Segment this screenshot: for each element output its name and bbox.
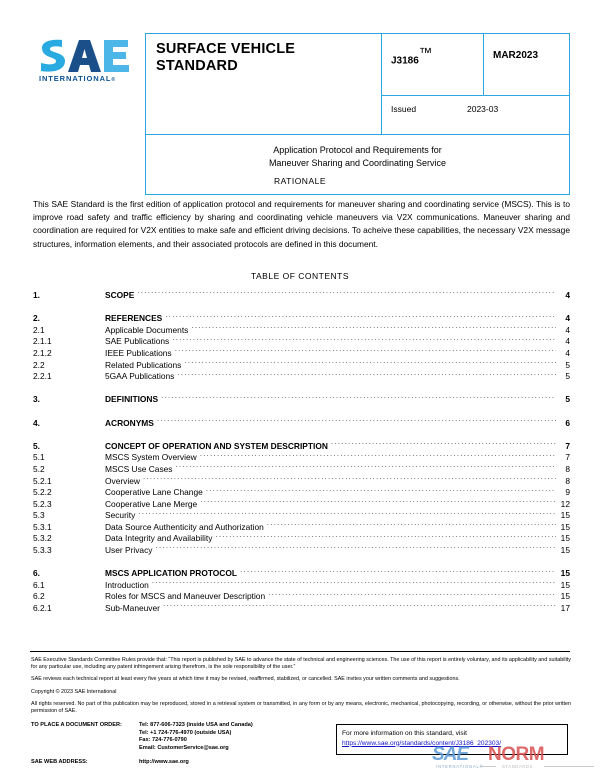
toc-entry-title: Introduction	[105, 579, 149, 590]
toc-entry[interactable]	[33, 497, 570, 509]
toc-entry-title: Roles for MSCS and Maneuver Description	[105, 591, 266, 602]
toc-entry[interactable]	[33, 439, 570, 451]
toc-leader-dots	[165, 311, 556, 321]
order-row	[31, 730, 351, 738]
date-code-cell	[484, 34, 570, 96]
toc-entry-number: 6.2.1	[33, 603, 52, 614]
toc-entry-page: 4	[565, 290, 570, 300]
order-row	[31, 737, 351, 745]
toc-entry-page: 9	[565, 487, 570, 498]
toc-leader-dots	[163, 601, 556, 611]
toc-entry-page: 15	[560, 521, 570, 532]
issued-value: 2023-03	[467, 104, 499, 114]
standard-url-link[interactable]: https://www.sae.org/standards/content/J3186_202303/	[342, 739, 502, 747]
sae-logo-block	[30, 33, 145, 83]
watermark-subtext-left: INTERNATIONAL®	[436, 764, 484, 769]
toc-entry-number: 2.2.1	[33, 371, 52, 382]
toc-entry-number: 3.	[33, 394, 40, 405]
document-number-cell	[382, 34, 484, 96]
toc-entry[interactable]	[33, 450, 570, 462]
toc-entry[interactable]	[33, 311, 570, 323]
toc-entry-title: Sub-Maneuver	[105, 603, 160, 614]
trademark-mark: ™	[418, 45, 433, 60]
watermark-norm-text: NORM	[488, 744, 545, 765]
toc-entry-page: 15	[560, 579, 570, 590]
toc-entry-number: 6.	[33, 568, 40, 579]
toc-leader-dots	[137, 288, 556, 298]
toc-entry-page: 6	[565, 417, 570, 428]
toc-entry-number: 6.1	[33, 579, 45, 590]
toc-leader-dots	[155, 543, 556, 553]
order-tel-intl: Tel: +1 724-776-4970 (outside USA)	[139, 729, 232, 736]
watermark-rule-right	[544, 766, 594, 767]
document-number: J3186	[391, 55, 419, 67]
issued-cell	[382, 96, 570, 135]
footer-paragraph-3: All rights reserved. No part of this publication may be reproduced, stored in a retrieval system or transmitted, in any form or by any means, electronic, mechanical, photocopying, recording, or otherwise, without the prior written permission of SAE.	[31, 700, 571, 715]
watermark-subtext-right: STANDARDS	[502, 764, 533, 769]
issued-label: Issued	[391, 104, 417, 114]
header-table-row-title	[146, 34, 570, 96]
toc-entry-page: 4	[565, 336, 570, 347]
toc-leader-dots	[268, 589, 556, 599]
order-contact-block	[31, 722, 351, 766]
toc-entry-title: Data Source Authenticity and Authorization	[105, 521, 264, 532]
toc-entry-title: Cooperative Lane Merge	[105, 498, 198, 509]
toc-entry-page: 15	[560, 545, 570, 556]
standard-type-line2: STANDARD	[156, 58, 238, 74]
order-email[interactable]: Email: CustomerService@sae.org	[139, 744, 229, 751]
toc-entry-number: 5.3	[33, 510, 45, 521]
order-tel-usa: Tel: 877-606-7323 (inside USA and Canada)	[139, 722, 253, 728]
order-row	[31, 722, 351, 730]
toc-entry[interactable]	[33, 578, 570, 590]
toc-entry-title: Applicable Documents	[105, 324, 189, 335]
footer-copyright: Copyright © 2023 SAE International	[31, 688, 117, 695]
toc-entry-page: 12	[560, 498, 570, 509]
toc-entry-page: 17	[560, 603, 570, 614]
toc-entry-title: REFERENCES	[105, 313, 163, 324]
toc-entry-number: 2.1.1	[33, 336, 52, 347]
toc-entry[interactable]	[33, 485, 570, 497]
toc-entry-title: MSCS System Overview	[105, 452, 197, 463]
toc-leader-dots	[215, 531, 556, 541]
toc-entry[interactable]	[33, 346, 570, 358]
toc-leader-dots	[267, 520, 556, 530]
toc-entry-number: 5.2.1	[33, 475, 52, 486]
toc-entry-title: MSCS Use Cases	[105, 463, 173, 474]
toc-entry[interactable]	[33, 508, 570, 520]
toc-entry[interactable]	[33, 392, 570, 404]
footer-divider	[30, 651, 570, 652]
sae-logo-icon	[38, 39, 130, 73]
toc-entry-title: DEFINITIONS	[105, 394, 159, 405]
toc-entry-page: 4	[565, 313, 570, 324]
toc-entry-number: 2.2	[33, 359, 45, 370]
toc-entry-title: Security	[105, 510, 136, 521]
toc-entry-title: SAE Publications	[105, 336, 170, 347]
toc-entry-page: 8	[565, 463, 570, 474]
toc-leader-dots	[175, 346, 556, 356]
toc-entry-number: 5.2	[33, 463, 45, 474]
toc-leader-dots	[143, 474, 556, 484]
footer-paragraph-2: SAE reviews each technical report at least every five years at which time it may be revised, reaffirmed, stabilized, or cancelled. SAE invites your written comments and suggestions.	[31, 676, 460, 683]
toc-entry-page: 15	[560, 510, 570, 521]
toc-leader-dots	[184, 358, 556, 368]
toc-entry-page: 15	[560, 568, 570, 579]
toc-entry-title: 5GAA Publications	[105, 371, 175, 382]
toc-entry-page: 7	[565, 440, 570, 451]
toc-entry-page: 5	[565, 394, 570, 405]
toc-entry-page: 4	[565, 324, 570, 335]
toc-leader-dots	[175, 462, 556, 472]
footer-paragraph-1: SAE Executive Standards Committee Rules provide that: “This report is published by SAE to advance the state of technical and engineering sciences. The use of this report is entirely voluntary, and its applicability and suitability for any particular use, including any patent infringement arising therefrom, is the sole responsibility of the user.”	[31, 657, 571, 671]
toc-entry[interactable]	[33, 589, 570, 601]
toc-entry-number: 5.2.2	[33, 487, 52, 498]
toc-entry[interactable]	[33, 334, 570, 346]
toc-leader-dots	[177, 369, 556, 379]
toc-entry-number: 5.3.1	[33, 521, 52, 532]
order-spacer	[31, 745, 139, 753]
registered-mark: ®	[111, 77, 116, 83]
order-spacer	[31, 737, 139, 745]
toc-entry-number: 2.	[33, 313, 40, 324]
toc-leader-dots	[157, 416, 556, 426]
toc-entry-number: 5.3.3	[33, 545, 52, 556]
toc-entry-number: 5.1	[33, 452, 45, 463]
toc-leader-dots	[191, 323, 556, 333]
toc-leader-dots	[161, 392, 556, 402]
toc-entry[interactable]	[33, 543, 570, 555]
header-table	[145, 33, 570, 195]
toc-entry-page: 5	[565, 371, 570, 382]
toc-entry-number: 5.2.3	[33, 498, 52, 509]
toc-entry[interactable]	[33, 369, 570, 381]
footer-legal-text	[31, 657, 571, 720]
order-spacer	[31, 730, 139, 738]
toc-entry[interactable]	[33, 288, 570, 300]
toc-leader-dots	[331, 439, 556, 449]
toc-entry-title: Data Integrity and Availability	[105, 533, 213, 544]
toc-entry-title: Overview	[105, 475, 140, 486]
toc-entry-title: Related Publications	[105, 359, 182, 370]
web-address-value[interactable]: http://www.sae.org	[139, 758, 189, 765]
toc-entry[interactable]	[33, 416, 570, 428]
standard-type-line1: SURFACE VEHICLE	[156, 41, 296, 57]
toc-entry-title: Cooperative Lane Change	[105, 487, 203, 498]
toc-entry-number: 2.1	[33, 324, 45, 335]
document-header	[30, 33, 570, 195]
toc-entry-number: 1.	[33, 290, 40, 300]
toc-leader-dots	[206, 485, 556, 495]
toc-leader-dots	[240, 566, 556, 576]
toc-leader-dots	[200, 450, 556, 460]
subtitle-line1: Application Protocol and Requirements for	[273, 145, 442, 155]
table-of-contents	[33, 288, 570, 613]
toc-entry[interactable]	[33, 462, 570, 474]
toc-entry-title: CONCEPT OF OPERATION AND SYSTEM DESCRIPTION	[105, 440, 328, 451]
toc-entry-number: 2.1.2	[33, 347, 52, 358]
toc-entry-title: User Privacy	[105, 545, 153, 556]
web-address-row	[31, 759, 351, 767]
toc-entry[interactable]	[33, 474, 570, 486]
toc-entry-title: SCOPE	[105, 290, 135, 300]
toc-entry[interactable]	[33, 566, 570, 578]
toc-entry[interactable]	[33, 520, 570, 532]
watermark-rule-left	[480, 766, 496, 767]
toc-entry-number: 6.2	[33, 591, 45, 602]
toc-leader-dots	[200, 497, 556, 507]
more-information-text: For more information on this standard, visit	[342, 730, 467, 737]
toc-entry-title: IEEE Publications	[105, 347, 172, 358]
date-code: MAR2023	[493, 50, 539, 61]
more-information-box	[336, 724, 568, 755]
toc-entry[interactable]	[33, 358, 570, 370]
rationale-body: This SAE Standard is the first edition of application protocol and requirements for maneuver sharing and coordinating service (MSCS). This is to improve road safety and traffic efficiency by sharing and coordinating vehicle maneuvers via V2X communications. Maneuver sharing and coordination are required for V2X entities to make safe and efficient driving decisions. To acheive these capabilities, the necessary V2X message structures, information elements, and their associated protocols are defined in this document.	[33, 199, 570, 249]
toc-leader-dots	[152, 578, 556, 588]
toc-heading: TABLE OF CONTENTS	[250, 271, 350, 281]
order-label: TO PLACE A DOCUMENT ORDER:	[31, 722, 122, 728]
order-row	[31, 745, 351, 753]
rationale-heading: RATIONALE	[273, 176, 327, 186]
toc-entry-page: 15	[560, 591, 570, 602]
toc-entry-title: ACRONYMS	[105, 417, 154, 428]
toc-entry-number: 5.	[33, 440, 40, 451]
toc-entry-title: MSCS APPLICATION PROTOCOL	[105, 568, 237, 579]
toc-entry[interactable]	[33, 531, 570, 543]
toc-entry[interactable]	[33, 601, 570, 613]
subtitle-line2: Maneuver Sharing and Coordinating Service	[268, 157, 447, 168]
toc-leader-dots	[172, 334, 556, 344]
order-fax: Fax: 724-776-0790	[139, 737, 187, 744]
sae-wordmark: INTERNATIONAL®	[39, 74, 116, 83]
toc-entry-number: 5.3.2	[33, 533, 52, 544]
toc-entry-page: 15	[560, 533, 570, 544]
toc-entry-page: 8	[565, 475, 570, 486]
toc-entry-number: 4.	[33, 417, 40, 428]
toc-entry-page: 7	[565, 452, 570, 463]
web-address-label: SAE WEB ADDRESS:	[31, 758, 88, 765]
toc-leader-dots	[138, 508, 556, 518]
toc-entry-page: 5	[565, 359, 570, 370]
standard-type-cell	[146, 34, 382, 135]
toc-entry-page: 4	[565, 347, 570, 358]
toc-entry[interactable]	[33, 323, 570, 335]
watermark-sae-text: SAE	[432, 744, 469, 765]
